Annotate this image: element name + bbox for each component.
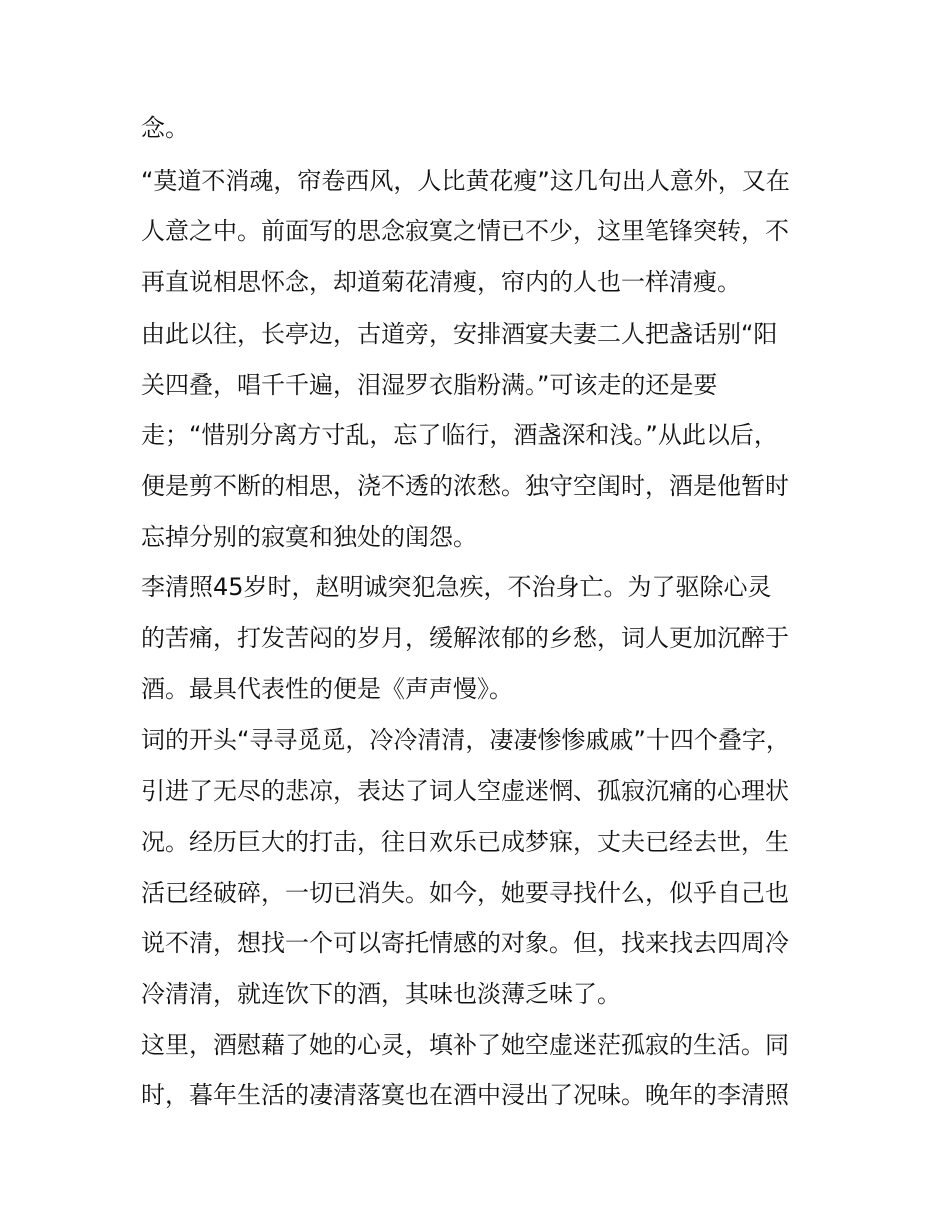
text-line: 念。 [141, 114, 189, 142]
text-line: 人意之中。前面写的思念寂寞之情已不少，这里笔锋突转，不 [141, 217, 789, 245]
text-line: 引进了无尽的悲凉，表达了词人空虚迷惘、孤寂沉痛的心理状 [141, 777, 789, 805]
text-line: 况。经历巨大的打击，往日欢乐已成梦寐，丈夫已经去世，生 [141, 828, 789, 856]
text-line: 由此以往，长亭边，古道旁，安排酒宴夫妻二人把盏话别“阳 [141, 320, 778, 348]
text-line: 说不清，想找一个可以寄托情感的对象。但，找来找去四周冷 [141, 929, 789, 957]
text-line: 冷清清，就连饮下的酒，其味也淡薄乏味了。 [141, 980, 621, 1008]
text-line: 的苦痛，打发苦闷的岁月，缓解浓郁的乡愁，词人更加沉醉于 [141, 624, 789, 652]
text-line: 李清照45岁时，赵明诚突犯急疾，不治身亡。为了驱除心灵 [141, 573, 772, 601]
text-line: 再直说相思怀念，却道菊花清瘦，帘内的人也一样清瘦。 [141, 268, 741, 296]
text-line: 活已经破碎，一切已消失。如今，她要寻找什么，似乎自己也 [141, 879, 789, 907]
text-line: 便是剪不断的相思，浇不透的浓愁。独守空闺时，酒是他暂时 [141, 472, 789, 500]
text-line: 词的开头“寻寻觅觅，冷冷清清，凄凄惨惨戚戚”十四个叠字， [141, 726, 790, 754]
text-line: 关四叠，唱千千遍，泪湿罗衣脂粉满。”可该走的还是要 [141, 371, 718, 399]
text-line: 时，暮年生活的凄清落寞也在酒中浸出了况味。晚年的李清照 [141, 1081, 789, 1109]
text-line: 走；“惜别分离方寸乱，忘了临行，酒盏深和浅。”从此以后， [141, 421, 778, 449]
text-line: “莫道不消魂，帘卷西风，人比黄花瘦”这几句出人意外，又在 [141, 167, 790, 195]
text-line: 忘掉分别的寂寞和独处的闺怨。 [141, 523, 477, 551]
text-line: 酒。最具代表性的便是《声声慢》。 [141, 675, 513, 703]
text-line: 这里，酒慰藉了她的心灵，填补了她空虚迷茫孤寂的生活。同 [141, 1031, 789, 1059]
